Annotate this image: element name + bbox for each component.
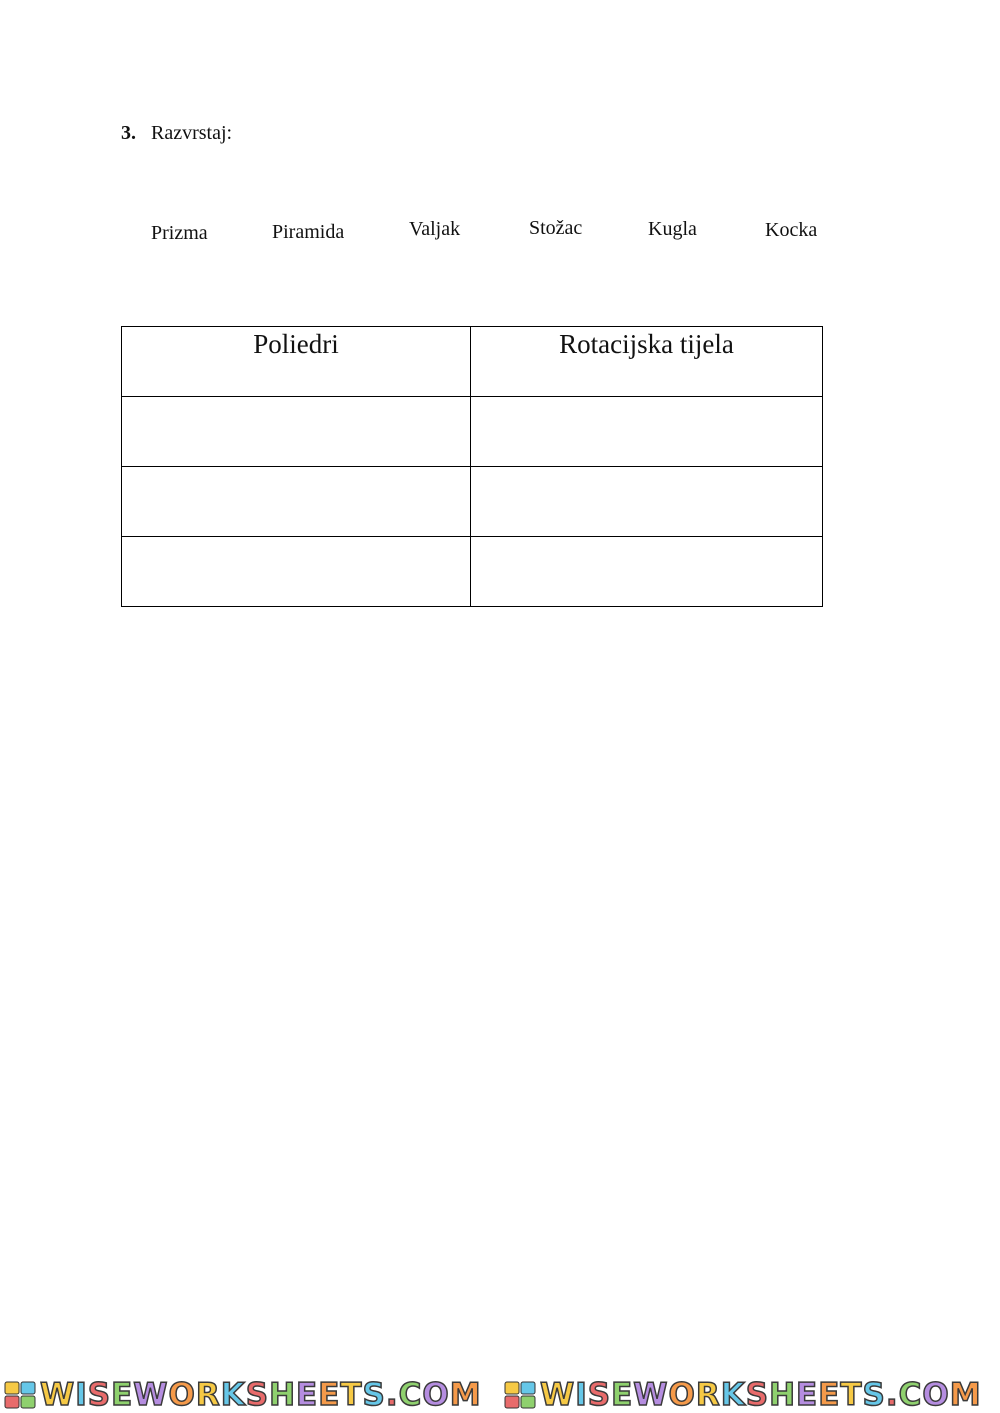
drop-cell-rotacijska[interactable] bbox=[471, 467, 823, 537]
watermark-banner bbox=[0, 1376, 1000, 1413]
table-row bbox=[122, 467, 823, 537]
word-kugla[interactable]: Kugla bbox=[648, 218, 697, 240]
watermark-unit bbox=[0, 1377, 500, 1413]
table-header-row bbox=[122, 327, 823, 397]
table-row bbox=[122, 397, 823, 467]
word-stozac[interactable]: Stožac bbox=[529, 217, 583, 239]
drop-cell-poliedri[interactable] bbox=[122, 397, 471, 467]
drop-cell-rotacijska[interactable] bbox=[471, 537, 823, 607]
word-piramida[interactable]: Piramida bbox=[272, 221, 345, 243]
word-prizma[interactable]: Prizma bbox=[151, 222, 208, 244]
word-kocka[interactable]: Kocka bbox=[765, 219, 818, 241]
watermark-unit bbox=[500, 1377, 1000, 1413]
task-heading bbox=[121, 121, 232, 145]
wise-logo-icon bbox=[504, 1381, 536, 1409]
header-rotacijska-tijela: Rotacijska tijela bbox=[471, 327, 823, 397]
header-poliedri: Poliedri bbox=[122, 327, 471, 397]
watermark-text: WISEWORKSHEETS.COM bbox=[40, 1376, 482, 1413]
sorting-table bbox=[121, 326, 823, 607]
table-row bbox=[122, 537, 823, 607]
wise-logo-icon bbox=[4, 1381, 36, 1409]
drop-cell-poliedri[interactable] bbox=[122, 467, 471, 537]
task-number: 3. bbox=[121, 122, 136, 144]
drop-cell-poliedri[interactable] bbox=[122, 537, 471, 607]
task-instruction: Razvrstaj: bbox=[151, 122, 233, 144]
watermark-text: WISEWORKSHEETS.COM bbox=[540, 1376, 982, 1413]
drop-cell-rotacijska[interactable] bbox=[471, 397, 823, 467]
word-valjak[interactable]: Valjak bbox=[409, 218, 461, 240]
